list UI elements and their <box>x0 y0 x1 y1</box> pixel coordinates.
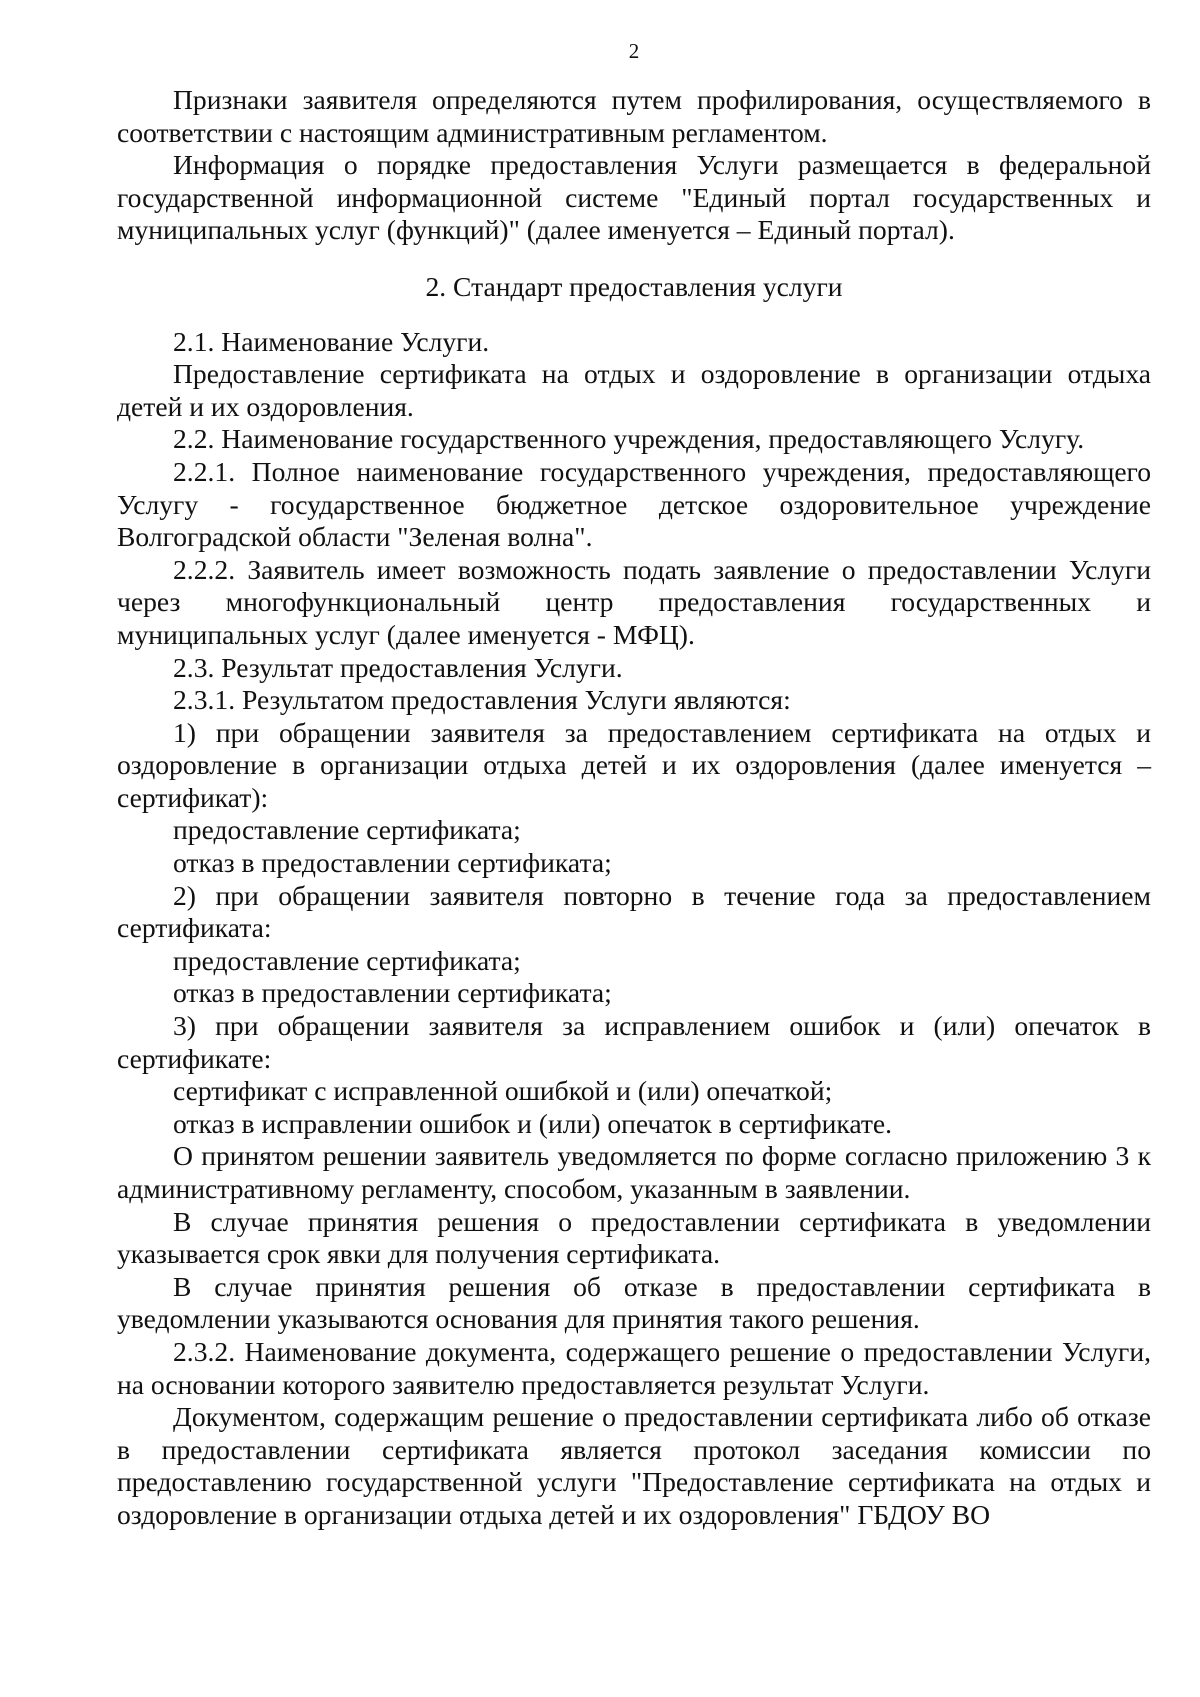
paragraph-2-2-1: 2.2.1. Полное наименование государственного учреждения, предоставляющего Услугу - государственное бюджетное детское оздоровительное учреждение Волгоградской области "Зеленая волна". <box>117 455 1151 553</box>
list-item: предоставление сертификата; <box>173 814 521 846</box>
list-item: отказ в исправлении ошибок и (или) опечаток в сертификате. <box>173 1107 893 1139</box>
paragraph-info-portal: Информация о порядке предоставления Услуги размещается в федеральной государственной информационной системе "Единый портал государственных и муниципальных услуг (функций)" (далее именуется – Единый портал). <box>117 149 1151 246</box>
paragraph-notification-form: О принятом решении заявитель уведомляется по форме согласно приложению 3 к административному регламенту, способом, указанным в заявлении. <box>117 1140 1151 1204</box>
paragraph-refusal-case: В случае принятия решения об отказе в предоставлении сертификата в уведомлении указываются основания для принятия такого решения. <box>117 1270 1151 1335</box>
page-number: 2 <box>628 39 640 63</box>
list-item: отказ в предоставлении сертификата; <box>173 977 612 1009</box>
paragraph-2-2: 2.2. Наименование государственного учреждения, предоставляющего Услугу. <box>173 423 1085 455</box>
paragraph-applicant-signs: Признаки заявителя определяются путем профилирования, осуществляемого в соответствии с настоящим административным регламентом. <box>117 84 1151 148</box>
section-heading: 2. Стандарт предоставления услуги <box>425 270 843 302</box>
paragraph-2-3-2: 2.3.2. Наименование документа, содержащего решение о предоставлении Услуги, на основании которого заявителю предоставляется результат Услуги. <box>117 1335 1151 1400</box>
list-item: отказ в предоставлении сертификата; <box>173 847 612 879</box>
paragraph-case-3: 3) при обращении заявителя за исправлением ошибок и (или) опечаток в сертификате: <box>117 1010 1151 1074</box>
paragraph-2-2-2: 2.2.2. Заявитель имеет возможность подать заявление о предоставлении Услуги через многофункциональный центр предоставления государственных и муниципальных услуг (далее именуется - МФЦ). <box>117 553 1151 650</box>
paragraph-case-2: 2) при обращении заявителя повторно в течение года за предоставлением сертификата: <box>117 879 1151 944</box>
list-item: предоставление сертификата; <box>173 944 521 976</box>
list-item: сертификат с исправленной ошибкой и (или) опечаткой; <box>173 1075 833 1107</box>
paragraph-decision-document: Документом, содержащим решение о предоставлении сертификата либо об отказе в предоставлении сертификата является протокол заседания комиссии по предоставлению государственной услуги "Предоставление сертификата на отдых и оздоровление в организации отдыха детей и их оздоровления" ГБДОУ ВО <box>117 1401 1151 1530</box>
paragraph-2-3-1: 2.3.1. Результатом предоставления Услуги являются: <box>173 684 791 716</box>
paragraph-2-3: 2.3. Результат предоставления Услуги. <box>173 651 623 683</box>
paragraph-case-1: 1) при обращении заявителя за предоставлением сертификата на отдых и оздоровление в организации отдыха детей и их оздоровления (далее именуется – сертификат): <box>117 716 1151 813</box>
paragraph-service-name: Предоставление сертификата на отдых и оздоровление в организации отдыха детей и их оздоровления. <box>117 358 1151 422</box>
paragraph-approval-case: В случае принятия решения о предоставлении сертификата в уведомлении указывается срок явки для получения сертификата. <box>117 1205 1151 1270</box>
document-page <box>117 36 1151 1532</box>
paragraph-2-1: 2.1. Наименование Услуги. <box>173 325 490 357</box>
